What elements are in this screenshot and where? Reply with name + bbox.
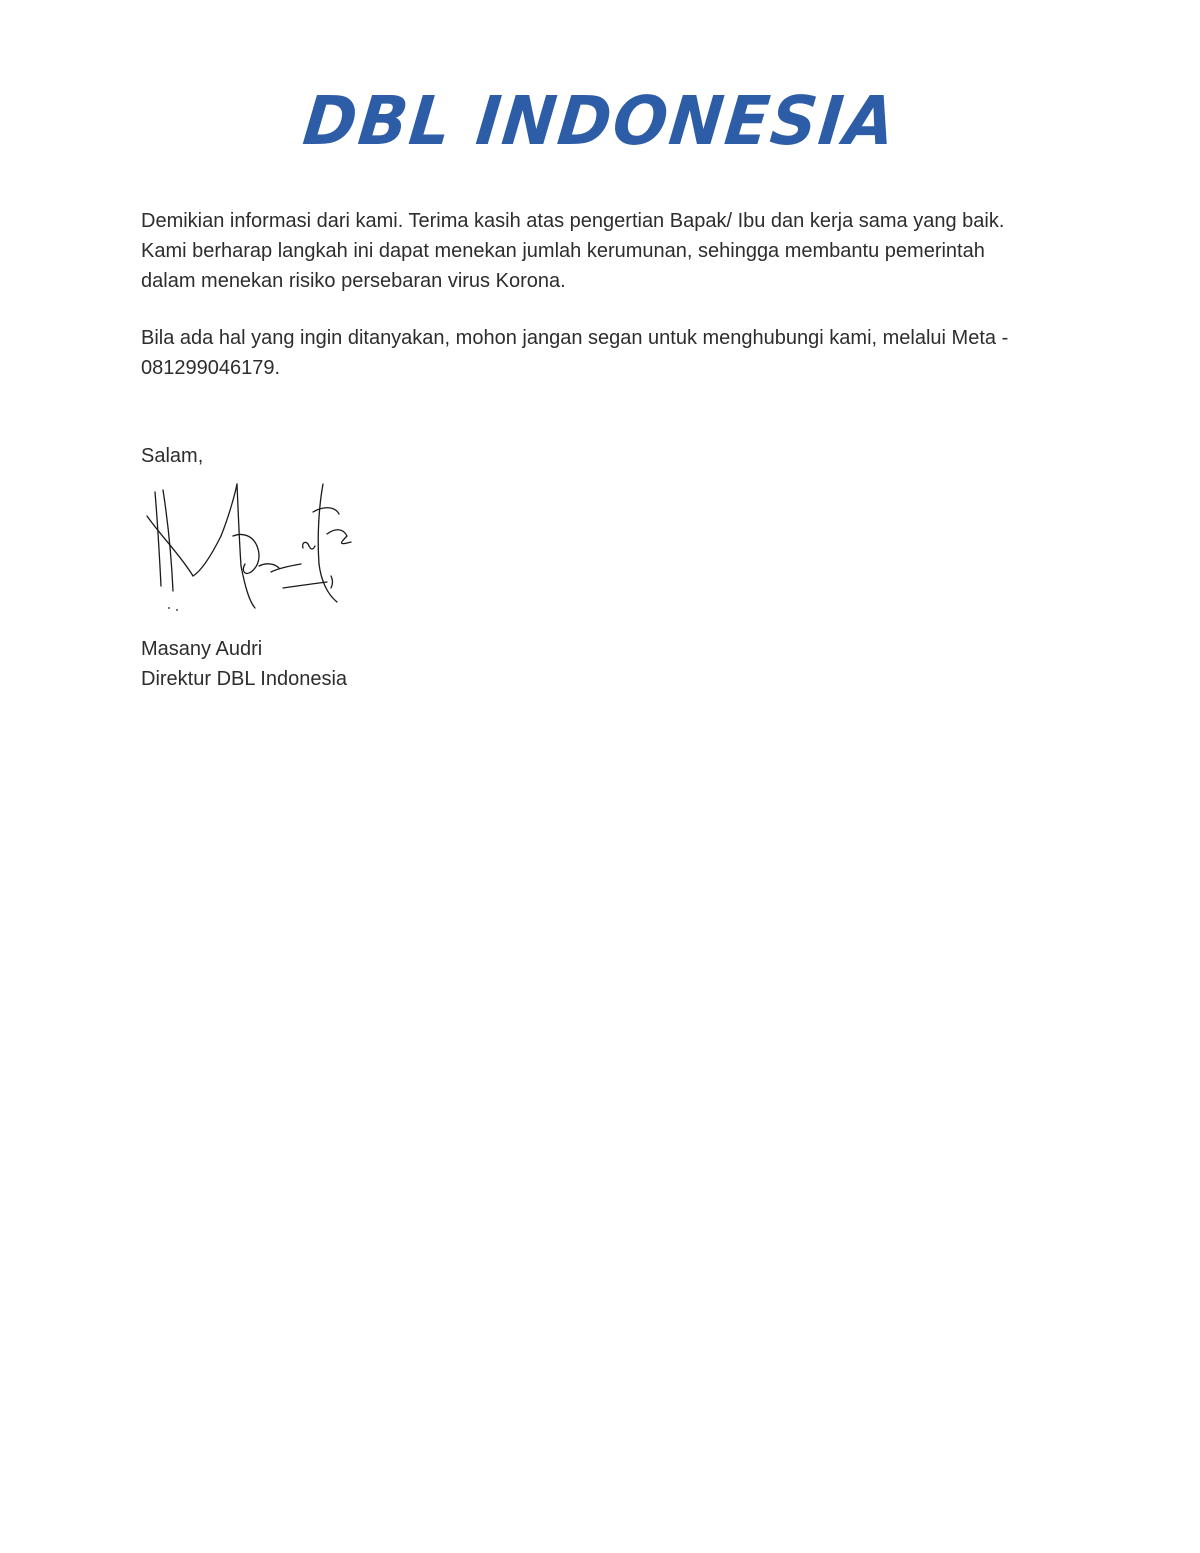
dbl-indonesia-logo: DBL INDONESIA [299,83,901,161]
body-paragraph-1: Demikian informasi dari kami. Terima kasih atas pengertian Bapak/ Ibu dan kerja sama yang baik. Kami berharap langkah ini dapat menekan jumlah kerumunan, sehingga membantu pemerintah dalam menekan risiko persebaran virus Korona. [141,210,1005,292]
handwritten-signature [141,476,371,616]
signatory-title: Direktur DBL Indonesia [141,668,348,690]
body-paragraph-2: Bila ada hal yang ingin ditanyakan, mohon jangan segan untuk menghubungi kami, melalui Meta - 081299046179. [141,327,1009,379]
closing-salutation: Salam, [141,445,204,467]
signatory-name: Masany Audri [141,638,263,660]
